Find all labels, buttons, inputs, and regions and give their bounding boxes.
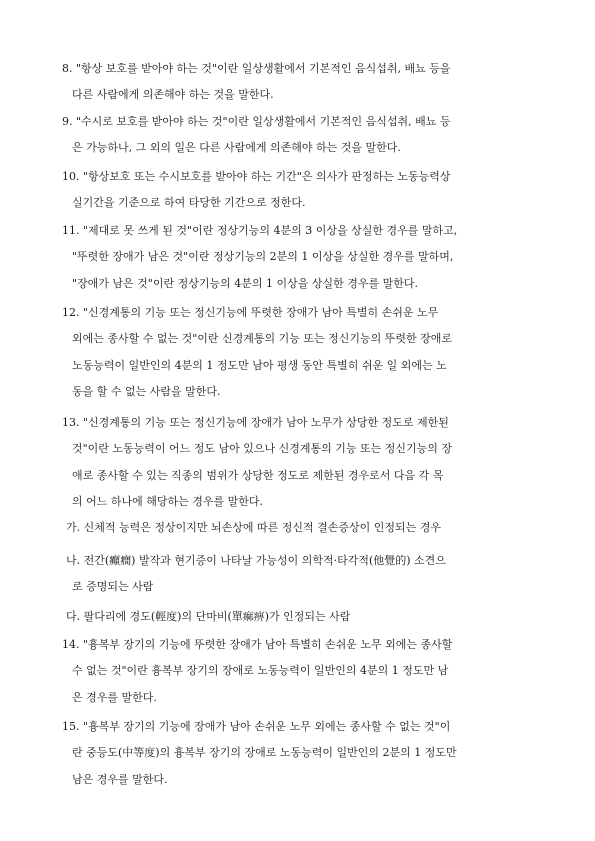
clause-text: 애로 종사할 수 있는 직종의 범위가 상당한 정도로 제한된 경우로서 다음 각 목 <box>72 468 444 482</box>
subclause-ga <box>66 515 552 541</box>
clause-13 <box>62 410 552 515</box>
clause-text: 9. "수시로 보호를 받아야 하는 것"이란 일상생활에서 기본적인 음식섭취, 배뇨 등 <box>62 115 451 128</box>
clause-text: 노동능력이 일반인의 4분의 1 정도만 남아 평생 동안 특별히 쉬운 일 외에는 노 <box>72 358 447 372</box>
subclause-text: 가. 신체적 능력은 정상이지만 뇌손상에 따른 정신적 결손증상이 인정되는 경우 <box>66 521 441 534</box>
clause-text: 14. "흉복부 장기의 기능에 뚜렷한 장애가 남아 특별히 손쉬운 노무 외에는 종사할 <box>62 638 453 651</box>
subclause-text: 다. 팔다리에 경도(輕度)의 단마비(單痲痹)가 인정되는 사람 <box>66 610 351 623</box>
clause-11 <box>62 218 552 297</box>
clause-text: 은 가능하나, 그 외의 일은 다른 사람에게 의존해야 하는 것을 말한다. <box>72 141 401 155</box>
clause-text: 의 어느 하나에 해당하는 경우를 말한다. <box>72 494 263 508</box>
clause-12 <box>62 300 552 405</box>
clause-text: 동을 할 수 없는 사람을 말한다. <box>72 384 221 398</box>
clause-text: 13. "신경계통의 기능 또는 정신기능에 장애가 남아 노무가 상당한 정도로 제한된 <box>62 416 449 429</box>
clause-text: 8. "항상 보호를 받아야 하는 것"이란 일상생활에서 기본적인 음식섭취, 배뇨 등을 <box>62 62 451 75</box>
clause-text: 다른 사람에게 의존해야 하는 것을 말한다. <box>72 88 274 102</box>
clause-text: "장애가 남은 것"이란 정상기능의 4분의 1 이상을 상실한 경우를 말한다. <box>72 276 418 290</box>
subclause-text: 나. 전간(癲癎) 발작과 현기증이 나타날 가능성이 의학적·타각적(他覺的) 소견으 <box>66 554 446 567</box>
clause-14 <box>62 632 552 711</box>
clause-text: 12. "신경계통의 기능 또는 정신기능에 뚜렷한 장애가 남아 특별히 손쉬운 노무 <box>62 306 439 319</box>
clause-9 <box>62 109 552 162</box>
clause-text: 란 중등도(中等度)의 흉복부 장기의 장애로 노동능력이 일반인의 2분의 1 정도만 <box>72 746 457 760</box>
clause-text: 것"이란 노동능력이 어느 정도 남아 있으나 신경계통의 기능 또는 정신기능의 장 <box>72 442 453 456</box>
clause-8 <box>62 56 552 109</box>
subclause-text: 로 증명되는 사람 <box>72 580 154 594</box>
clause-text: "뚜렷한 장애가 남은 것"이란 정상기능의 2분의 1 이상을 상실한 경우를 말하며, <box>72 250 454 264</box>
clause-10 <box>62 164 552 217</box>
clause-15 <box>62 714 552 793</box>
clause-text: 수 없는 것"이란 흉복부 장기의 장애로 노동능력이 일반인의 4분의 1 정도만 남 <box>72 664 449 678</box>
clause-text: 15. "흉복부 장기의 기능에 장애가 남아 손쉬운 노무 외에는 종사할 수 없는 것"이 <box>62 720 451 733</box>
clause-text: 10. "항상보호 또는 수시보호를 받아야 하는 기간"은 의사가 판정하는 노동능력상 <box>62 170 451 183</box>
clause-text: 남은 경우를 말한다. <box>72 772 168 786</box>
clause-text: 외에는 종사할 수 없는 것"이란 신경계통의 기능 또는 정신기능의 뚜렷한 장애로 <box>72 332 453 346</box>
clause-text: 은 경우를 말한다. <box>72 690 157 704</box>
clause-text: 11. "제대로 못 쓰게 된 것"이란 정상기능의 4분의 3 이상을 상실한 경우를 말하고, <box>62 224 458 237</box>
subclause-da <box>66 604 552 630</box>
subclause-na <box>66 548 552 601</box>
clause-text: 실기간을 기준으로 하여 타당한 기간으로 정한다. <box>72 196 306 210</box>
